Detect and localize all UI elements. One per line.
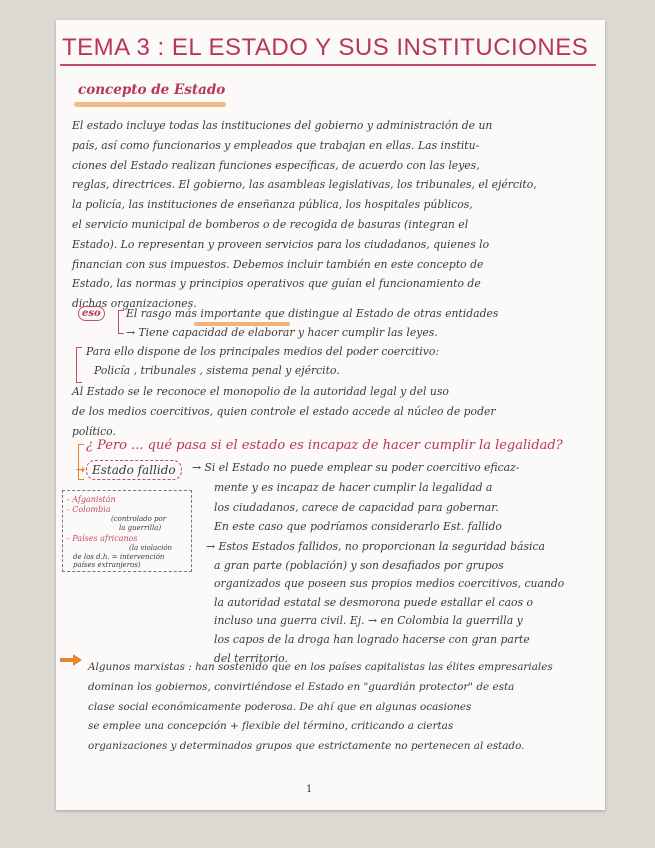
eso-badge: eso <box>78 306 105 321</box>
example-item: - Países africanos <box>67 534 138 543</box>
arrow-right-icon <box>60 654 82 666</box>
page-number: 1 <box>306 784 313 795</box>
example-note: (controlado por <box>111 515 167 523</box>
paragraph-monopoly <box>72 382 592 441</box>
text-line: los capos de la droga han logrado hacerse con gran parte <box>214 632 530 646</box>
coercive-bracket <box>76 347 82 383</box>
text-line: En este caso que podríamos considerarlo Est. fallido <box>214 520 502 534</box>
text-line: organizaciones y determinados grupos que estrictamente no pertenecen al estado. <box>88 740 525 753</box>
text-line: organizados que poseen sus propios medios coercitivos, cuando <box>214 577 565 591</box>
rasgo-bracket <box>118 310 124 334</box>
example-note: países extranjeros) <box>73 561 141 569</box>
text-line: a gran parte (población) y son desafiados por grupos <box>214 558 504 572</box>
text-line: → Tiene capacidad de elaborar y hacer cumplir las leyes. <box>126 326 438 339</box>
text-line: los ciudadanos, carece de capacidad para gobernar. <box>214 500 499 514</box>
text-line: dominan los gobiernos, convirtiéndose el Estado en "guardián protector" de esta <box>88 680 515 693</box>
coercive-block <box>86 342 596 380</box>
section-subtitle: concepto de Estado <box>78 82 226 98</box>
text-line: financian con sus impuestos. Debemos incluir también en este concepto de <box>72 257 484 271</box>
title-underline <box>60 64 596 66</box>
text-line: ciones del Estado realizan funciones específicas, de acuerdo con las leyes, <box>72 158 480 172</box>
text-line: la policía, las instituciones de enseñanza pública, los hospitales públicos, <box>72 198 473 212</box>
example-note: (la violación <box>129 544 173 552</box>
text-line: → Si el Estado no puede emplear su poder coercitivo eficaz- <box>192 461 520 474</box>
failed-state-detail <box>206 538 596 668</box>
example-item: - Afganistán <box>67 495 116 504</box>
text-line: Para ello dispone de los principales medios del poder coercitivo: <box>86 345 439 358</box>
text-line: de los medios coercitivos, quien controle el estado accede al núcleo de poder <box>72 404 496 418</box>
text-line: la autoridad estatal se desmorona puede estallar el caos o <box>214 595 534 609</box>
paragraph-marxists <box>88 658 593 757</box>
text-line: Policía , tribunales , sistema penal y ejército. <box>94 364 340 377</box>
text-line: clase social económicamente poderosa. De ahí que en algunas ocasiones <box>88 700 472 713</box>
example-note: de los d.h. = intervención <box>73 552 165 561</box>
text-line: dichas organizaciones. <box>72 297 197 311</box>
text-line: El rasgo más importante que distingue al Estado de otras entidades <box>126 307 499 320</box>
subtitle-highlight <box>74 102 226 107</box>
text-line: Estado). Lo representan y proveen servicios para los ciudadanos, quienes lo <box>72 237 490 251</box>
arrow-right-icon: → <box>76 463 86 476</box>
text-line: político. <box>72 424 116 438</box>
question-heading: ¿ Pero ... qué pasa si el estado es incapaz de hacer cumplir la legalidad? <box>86 438 563 453</box>
rasgo-block <box>126 304 596 342</box>
failed-state-paragraph <box>192 458 597 537</box>
text-line: se emplee una concepción + flexible del término, criticando a ciertas <box>88 720 454 733</box>
text-line: Estado, las normas y principios operativos que guían el funcionamiento de <box>72 277 481 291</box>
notebook-page <box>56 20 605 810</box>
example-item: - Colombia <box>67 505 111 514</box>
text-line: → Estos Estados fallidos, no proporcionan la seguridad básica <box>206 540 545 553</box>
text-line: reglas, directrices. El gobierno, las asambleas legislativas, los tribunales, el ejército, <box>72 178 537 192</box>
text-line: Al Estado se le reconoce el monopolio de la autoridad legal y del uso <box>72 385 449 398</box>
text-line: del territorio. <box>214 651 288 665</box>
text-line: país, así como funcionarios y empleados que trabajan en ellas. Las institu- <box>72 138 480 152</box>
text-line: mente y es incapaz de hacer cumplir la legalidad a <box>214 480 493 494</box>
text-line: el servicio municipal de bomberos o de recogida de basuras (integran el <box>72 217 469 231</box>
failed-state-label: Estado fallido <box>86 460 182 480</box>
page-title: TEMA 3 : EL ESTADO Y SUS INSTITUCIONES <box>62 34 589 61</box>
example-note: la guerrilla) <box>119 523 162 532</box>
text-line: incluso una guerra civil. Ej. → en Colombia la guerrilla y <box>214 614 523 628</box>
paragraph-definition <box>72 116 592 314</box>
text-line: El estado incluye todas las instituciones del gobierno y administración de un <box>72 119 493 132</box>
examples-box <box>62 490 192 572</box>
text-line: Algunos marxistas : han sostenido que en los países capitalistas las élites empresariales <box>88 661 553 673</box>
